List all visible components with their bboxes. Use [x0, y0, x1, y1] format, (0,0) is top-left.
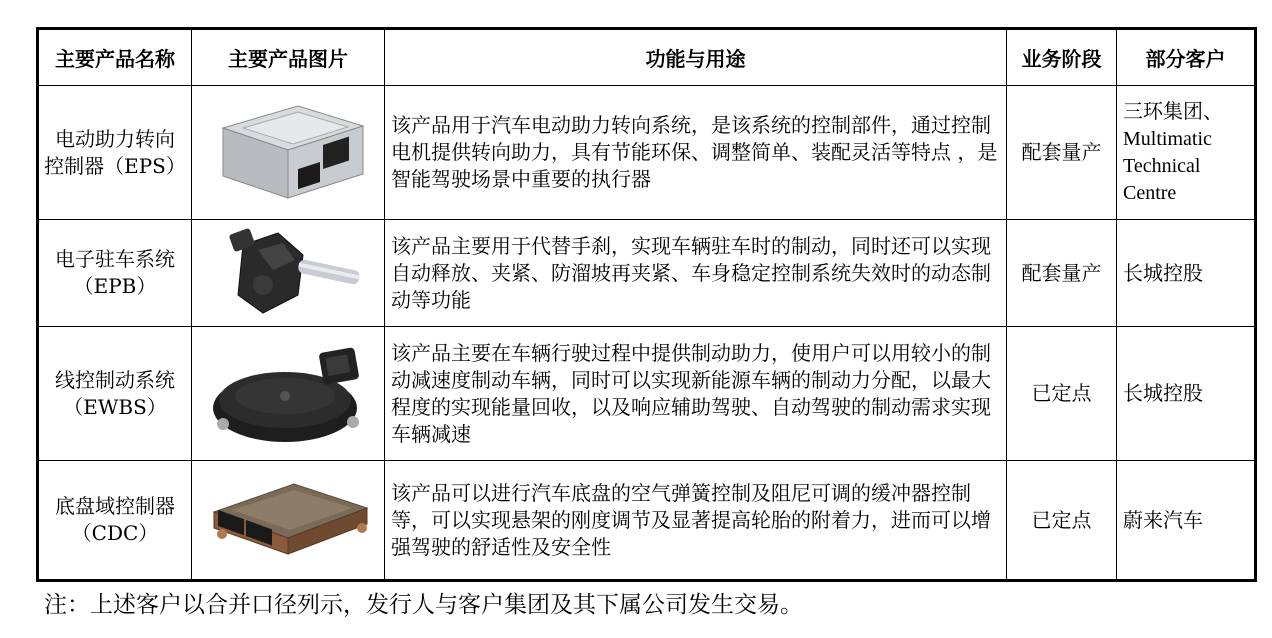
product-image-cell — [192, 461, 385, 581]
product-name-line1: 线控制动系统 — [55, 367, 175, 392]
product-name-line2: （EWBS） — [63, 394, 167, 419]
business-stage-cell: 已定点 — [1007, 461, 1117, 581]
product-name-line1: 电动助力转向 — [55, 126, 175, 151]
header-product-name: 主要产品名称 — [38, 29, 192, 86]
cdc-controller-image-icon — [202, 470, 374, 570]
table-row — [38, 461, 1256, 581]
ewbs-unit-image-icon — [203, 336, 373, 452]
table-row — [38, 220, 1256, 327]
header-product-image: 主要产品图片 — [192, 29, 385, 86]
product-image-cell — [192, 86, 385, 220]
business-stage-cell: 已定点 — [1007, 327, 1117, 461]
product-name-line2: 控制器（EPS） — [44, 153, 186, 178]
table-header-row — [38, 29, 1256, 86]
product-image-cell — [192, 327, 385, 461]
epb-actuator-image-icon — [203, 225, 373, 321]
customer-cell: 蔚来汽车 — [1117, 461, 1256, 581]
product-name-line2: （EPB） — [73, 274, 157, 298]
footnote: 注：上述客户以合并口径列示，发行人与客户集团及其下属公司发生交易。 — [44, 592, 803, 618]
header-business-stage: 业务阶段 — [1007, 29, 1117, 86]
customer-cell: 三环集团、Multimatic Technical Centre — [1117, 86, 1256, 220]
eps-controller-image-icon — [203, 98, 373, 208]
product-table-container — [36, 27, 1254, 582]
customer-cell: 长城控股 — [1117, 327, 1256, 461]
product-table — [36, 27, 1257, 582]
product-image-cell — [192, 220, 385, 327]
product-name-line2: （CDC） — [71, 521, 159, 545]
table-row — [38, 86, 1256, 220]
product-name-cell — [38, 86, 192, 220]
function-cell: 该产品主要在车辆行驶过程中提供制动助力，使用户可以用较小的制动减速度制动车辆，同时可以实现新能源车辆的制动力分配，以最大程度的实现能量回收，以及响应辅助驾驶、自动驾驶的制动需求实现车辆减速 — [385, 327, 1007, 461]
header-customers: 部分客户 — [1117, 29, 1256, 86]
product-name-cell — [38, 461, 192, 581]
function-cell: 该产品可以进行汽车底盘的空气弹簧控制及阻尼可调的缓冲器控制等，可以实现悬架的刚度调节及显著提高轮胎的附着力，进而可以增强驾驶的舒适性及安全性 — [385, 461, 1007, 581]
table-row — [38, 327, 1256, 461]
business-stage-cell: 配套量产 — [1007, 220, 1117, 327]
function-cell: 该产品主要用于代替手刹，实现车辆驻车时的制动，同时还可以实现自动释放、夹紧、防溜坡再夹紧、车身稳定控制系统失效时的动态制动等功能 — [385, 220, 1007, 327]
product-name-cell — [38, 220, 192, 327]
business-stage-cell: 配套量产 — [1007, 86, 1117, 220]
customer-cell: 长城控股 — [1117, 220, 1256, 327]
header-function: 功能与用途 — [385, 29, 1007, 86]
function-cell: 该产品用于汽车电动助力转向系统，是该系统的控制部件，通过控制电机提供转向助力，具有节能环保、调整简单、装配灵活等特点 ，是智能驾驶场景中重要的执行器 — [385, 86, 1007, 220]
product-name-line1: 电子驻车系统 — [55, 247, 175, 271]
product-name-cell — [38, 327, 192, 461]
product-name-line1: 底盘域控制器 — [55, 494, 175, 518]
